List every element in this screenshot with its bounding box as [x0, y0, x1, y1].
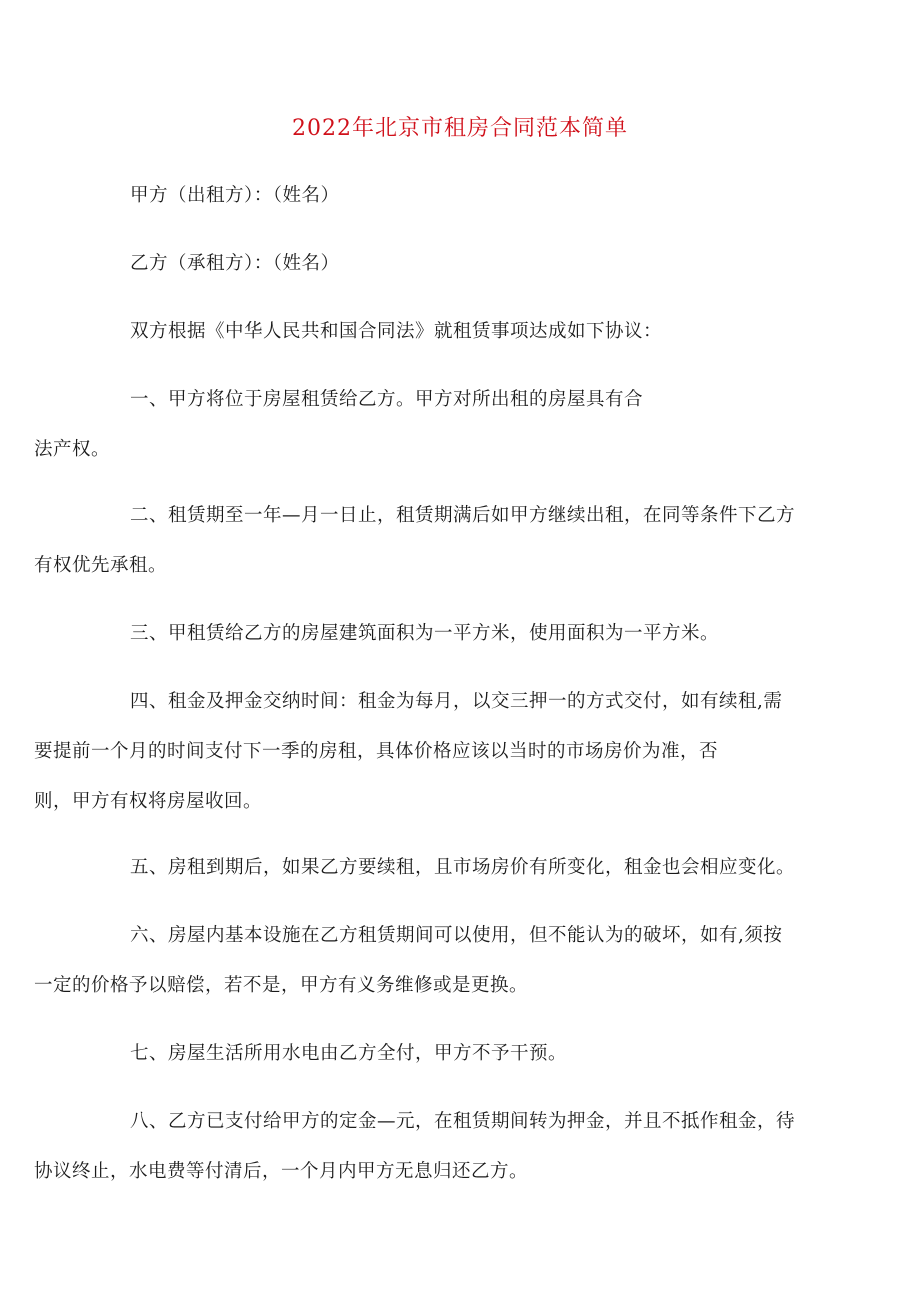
paragraph-line: 二、租赁期至一年—月一日止，租赁期满后如甲方继续出租，在同等条件下乙方: [130, 505, 796, 526]
paragraph-line: 甲方（出租方）：（姓名）: [130, 185, 340, 206]
clause-1: [34, 375, 842, 475]
paragraph-line: 七、房屋生活所用水电由乙方全付，甲方不予干预。: [130, 1043, 568, 1064]
clause-2: [34, 491, 842, 591]
paragraph-line: 乙方（承租方）：（姓名）: [130, 253, 340, 274]
paragraph-line: 一、甲方将位于房屋租赁给乙方。甲方对所出租的房屋具有合: [130, 389, 644, 410]
paragraph-line: 双方根据《中华人民共和国合同法》就租赁事项达成如下协议：: [130, 321, 663, 342]
paragraph-line: 五、房租到期后，如果乙方要续租，且市场房价有所变化，租金也会相应变化。: [130, 857, 796, 878]
paragraph-line: 四、租金及押金交纳时间：租金为每月，以交三押一的方式交付，如有续租,需: [130, 691, 783, 712]
document-title: 2022年北京市租房合同范本简单: [292, 116, 628, 141]
paragraph-party-a: [82, 171, 842, 221]
paragraph-line: 六、房屋内基本设施在乙方租赁期间可以使用，但不能认为的破坏，如有,须按: [130, 925, 783, 946]
paragraph-line: 有权优先承租。: [34, 555, 168, 576]
clause-5: [82, 843, 842, 893]
paragraph-preamble: [82, 307, 842, 357]
paragraph-line: 则，甲方有权将房屋收回。: [34, 791, 263, 812]
paragraph-line: 三、甲租赁给乙方的房屋建筑面积为一平方米，使用面积为一平方米。: [130, 623, 720, 644]
clause-4: [34, 677, 842, 827]
paragraph-line: 法产权。: [34, 439, 111, 460]
paragraph-line: 协议终止，水电费等付清后，一个月内甲方无息归还乙方。: [34, 1161, 529, 1182]
clause-7: [82, 1029, 842, 1079]
paragraph-line: 八、乙方已支付给甲方的定金—元，在租赁期间转为押金，并且不抵作租金，待: [130, 1111, 796, 1132]
clause-8: [34, 1097, 842, 1197]
clause-3: [82, 609, 842, 659]
clause-6: [34, 911, 842, 1011]
paragraph-party-b: [82, 239, 842, 289]
paragraph-line: 要提前一个月的时间支付下一季的房租，具体价格应该以当时的市场房价为准，否: [34, 741, 719, 762]
paragraph-line: 一定的价格予以赔偿，若不是，甲方有义务维修或是更换。: [34, 975, 529, 996]
